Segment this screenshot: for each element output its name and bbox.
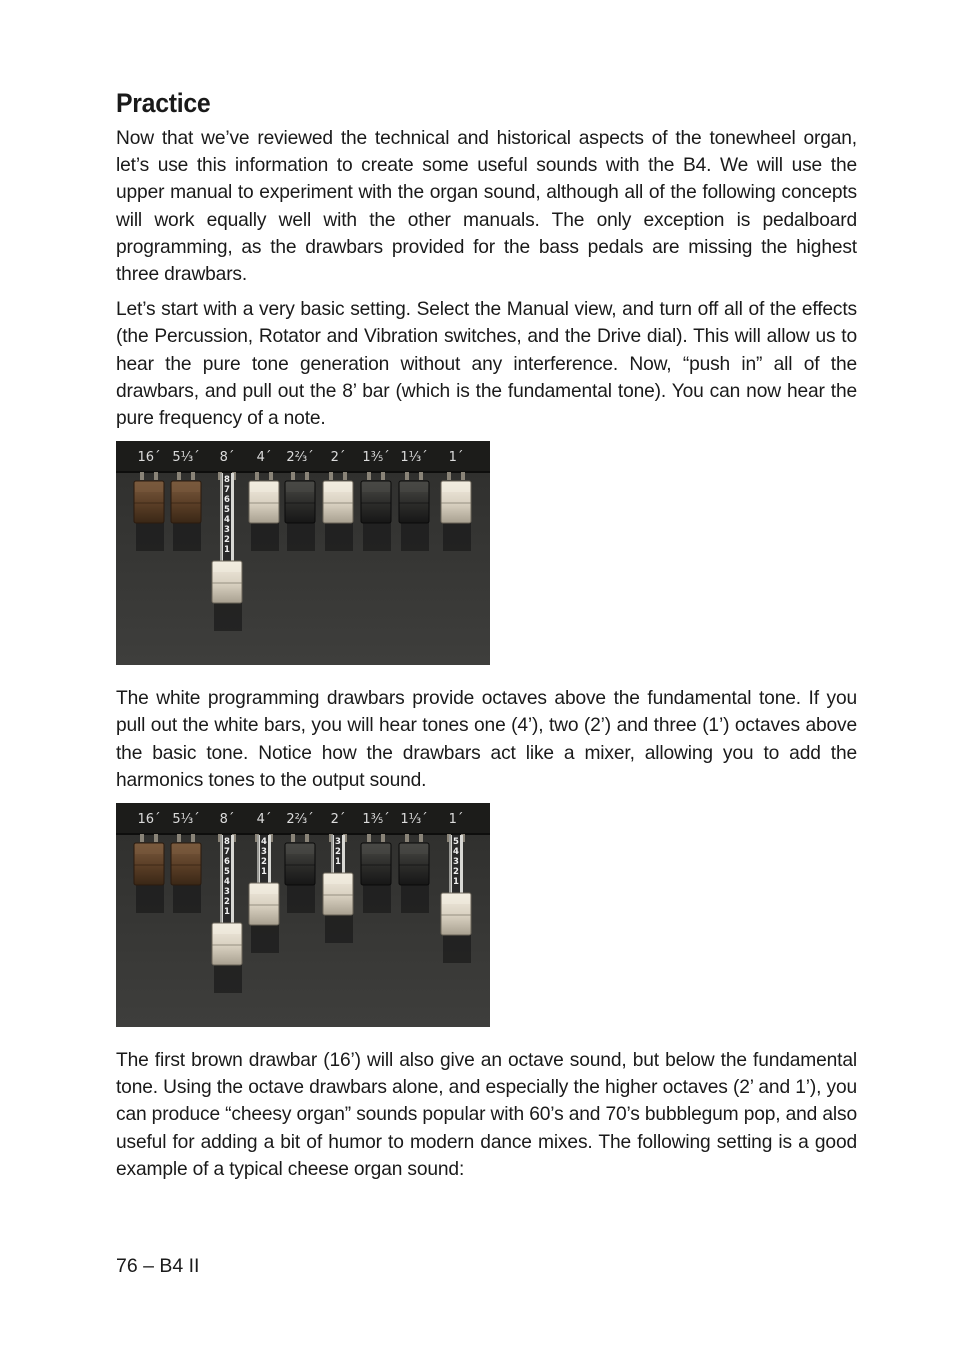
drawbar-shadow: [401, 521, 429, 551]
drawbar-shadow: [173, 521, 201, 551]
drawbar-shadow: [251, 521, 279, 551]
drawbar-peg: [269, 472, 273, 480]
drawbar-shadow: [136, 883, 164, 913]
drawbar-shadow: [214, 963, 242, 993]
drawbar-shaft-edge: [220, 835, 222, 925]
drawbar-scale-number: 1: [261, 867, 267, 878]
drawbar-scale-number: 3: [224, 887, 230, 898]
drawbar-6[interactable]: [323, 472, 353, 551]
drawbar-shaft-edge: [331, 835, 333, 875]
drawbar-shaft-edge: [257, 835, 259, 885]
drawbar-peg: [305, 834, 309, 842]
drawbar-shadow: [363, 521, 391, 551]
paragraph-intro: Now that we’ve reviewed the technical and historical aspects of the tonewheel organ, let’s use this information to create some useful sounds with the B4. We will use the upper manual to experiment with the organ sound, although all of the following concepts will work equally well with the other manuals. The only exception is pedalboard programming, as the drawbars provided for the bass pedals are missing the highest three drawbars.: [116, 128, 857, 286]
drawbar-peg: [461, 472, 465, 480]
drawbar-cap-highlight: [286, 844, 314, 854]
drawbar-scale-number: 2: [453, 867, 459, 878]
drawbar-figure-1: [116, 441, 490, 665]
drawbar-label-4: 4´: [256, 812, 272, 828]
drawbar-2[interactable]: [171, 472, 201, 551]
drawbar-shaft-edge: [220, 473, 222, 563]
drawbar-7[interactable]: [361, 472, 391, 551]
drawbar-cap-highlight: [250, 482, 278, 492]
drawbar-peg: [447, 472, 451, 480]
drawbar-shadow: [173, 883, 201, 913]
drawbar-shadow: [136, 521, 164, 551]
drawbar-cap-highlight: [362, 482, 390, 492]
drawbar-2[interactable]: [171, 834, 201, 913]
drawbar-peg: [191, 834, 195, 842]
drawbar-cap-highlight: [172, 844, 200, 854]
drawbar-label-1: 16´: [137, 450, 161, 466]
drawbar-scale-number: 2: [335, 847, 341, 858]
drawbar-label-5: 2⅔´: [286, 812, 314, 828]
drawbar-figure-2: [116, 803, 490, 1027]
drawbar-shadow: [325, 521, 353, 551]
drawbar-scale-number: 4: [224, 515, 230, 526]
drawbar-scale-number: 2: [261, 857, 267, 868]
drawbar-scale-number: 3: [261, 847, 267, 858]
drawbar-shadow: [443, 521, 471, 551]
drawbar-label-2: 5⅓´: [172, 450, 200, 466]
drawbar-panel-2: [116, 803, 490, 1027]
drawbar-peg: [367, 834, 371, 842]
drawbar-peg: [154, 834, 158, 842]
drawbar-peg: [140, 472, 144, 480]
drawbar-cap-highlight: [286, 482, 314, 492]
drawbar-4[interactable]: [249, 472, 279, 551]
drawbar-peg: [140, 834, 144, 842]
drawbar-peg: [367, 472, 371, 480]
drawbar-shaft-edge: [449, 835, 451, 895]
drawbar-cap-highlight: [400, 844, 428, 854]
drawbar-peg: [381, 834, 385, 842]
drawbar-cap-highlight: [400, 482, 428, 492]
drawbar-scale-number: 8: [224, 837, 230, 848]
drawbar-cap-highlight: [213, 924, 241, 934]
drawbar-scale-number: 7: [224, 485, 230, 496]
drawbar-scale-number: 5: [224, 505, 230, 516]
drawbar-scale-number: 1: [224, 545, 230, 556]
drawbar-label-1: 16´: [137, 812, 161, 828]
drawbar-peg: [405, 472, 409, 480]
drawbar-scale-number: 4: [261, 837, 267, 848]
page-footer: 76 – B4 II: [116, 1255, 200, 1277]
page-content: [116, 88, 857, 1191]
drawbar-scale-number: 8: [224, 475, 230, 486]
drawbar-9[interactable]: [441, 472, 471, 551]
drawbar-peg: [177, 834, 181, 842]
drawbar-label-9: 1´: [448, 450, 464, 466]
drawbar-label-3: 8´: [219, 450, 235, 466]
drawbar-peg: [305, 472, 309, 480]
drawbar-peg: [381, 472, 385, 480]
drawbar-5[interactable]: [285, 834, 315, 913]
drawbar-cap-highlight: [362, 844, 390, 854]
drawbar-label-4: 4´: [256, 450, 272, 466]
drawbar-8[interactable]: [399, 472, 429, 551]
drawbar-shadow: [363, 883, 391, 913]
drawbar-scale-number: 6: [224, 857, 230, 868]
drawbar-cap-highlight: [324, 482, 352, 492]
drawbar-peg: [419, 472, 423, 480]
drawbar-scale-number: 7: [224, 847, 230, 858]
drawbar-scale-number: 4: [453, 847, 459, 858]
drawbar-scale-number: 4: [224, 877, 230, 888]
drawbar-1[interactable]: [134, 472, 164, 551]
section-title: Practice: [116, 88, 211, 118]
drawbar-1[interactable]: [134, 834, 164, 913]
drawbar-peg: [419, 834, 423, 842]
drawbar-peg: [291, 472, 295, 480]
drawbar-scale-number: 6: [224, 495, 230, 506]
drawbar-8[interactable]: [399, 834, 429, 913]
drawbar-peg: [154, 472, 158, 480]
drawbar-peg: [191, 472, 195, 480]
drawbar-shadow: [443, 933, 471, 963]
drawbar-peg: [255, 472, 259, 480]
drawbar-scale-number: 2: [224, 897, 230, 908]
drawbar-shadow: [287, 521, 315, 551]
drawbar-scale-number: 3: [224, 525, 230, 536]
drawbar-cap-highlight: [135, 844, 163, 854]
drawbar-label-6: 2´: [330, 812, 346, 828]
drawbar-cap-highlight: [172, 482, 200, 492]
drawbar-scale-number: 2: [224, 535, 230, 546]
drawbar-cap-highlight: [250, 884, 278, 894]
drawbar-scale-number: 5: [453, 837, 459, 848]
drawbar-label-2: 5⅓´: [172, 812, 200, 828]
paragraph-white-drawbars: The white programming drawbars provide octaves above the fundamental tone. If you pull out the white bars, you will hear tones one (4’), two (2’) and three (1’) octaves above the basic tone. Notice how the drawbars act like a mixer, allowing you to add the harmonics tones to the output sound.: [116, 688, 857, 791]
drawbar-scale-number: 1: [453, 877, 459, 888]
drawbar-label-8: 1⅓´: [400, 450, 428, 466]
drawbar-scale-number: 1: [224, 907, 230, 918]
label-strip-edge: [116, 833, 490, 835]
drawbar-label-8: 1⅓´: [400, 812, 428, 828]
drawbar-7[interactable]: [361, 834, 391, 913]
drawbar-5[interactable]: [285, 472, 315, 551]
drawbar-cap-highlight: [442, 894, 470, 904]
drawbar-label-3: 8´: [219, 812, 235, 828]
drawbar-label-7: 1⅗´: [362, 450, 390, 466]
paragraph-brown-drawbar: The first brown drawbar (16’) will also give an octave sound, but below the fundamental tone. Using the octave drawbars alone, and especially the higher octaves (2’ and 1’), you can produce “cheesy organ” sounds popular with 60’s and 70’s bubblegum pop, and also useful for adding a bit of humor to modern dance mixes. The following setting is a good example of a typical cheese organ sound:: [116, 1050, 857, 1180]
drawbar-peg: [343, 472, 347, 480]
drawbar-shadow: [325, 913, 353, 943]
drawbar-label-9: 1´: [448, 812, 464, 828]
drawbar-label-5: 2⅔´: [286, 450, 314, 466]
drawbar-scale-number: 3: [453, 857, 459, 868]
drawbar-shadow: [251, 923, 279, 953]
drawbar-shadow: [287, 883, 315, 913]
paragraph-basic-setting: Let’s start with a very basic setting. Select the Manual view, and turn off all of the effects (the Percussion, Rotator and Vibration switches, and the Drive dial). This will allow us to hear the pure tone generation without any interference. Now, “push in” all of the drawbars, and pull out the 8’ bar (which is the fundamental tone). You can now hear the pure frequency of a note.: [116, 299, 857, 430]
drawbar-cap-highlight: [324, 874, 352, 884]
panel-background: [116, 803, 490, 1027]
drawbar-shadow: [214, 601, 242, 631]
drawbar-cap-highlight: [213, 562, 241, 572]
drawbar-scale-number: 3: [335, 837, 341, 848]
drawbar-peg: [329, 472, 333, 480]
drawbar-cap-highlight: [442, 482, 470, 492]
drawbar-peg: [291, 834, 295, 842]
drawbar-peg: [177, 472, 181, 480]
drawbar-scale-number: 5: [224, 867, 230, 878]
panel-background: [116, 441, 490, 665]
drawbar-label-6: 2´: [330, 450, 346, 466]
drawbar-cap-highlight: [135, 482, 163, 492]
drawbar-scale-number: 1: [335, 857, 341, 868]
drawbar-label-7: 1⅗´: [362, 812, 390, 828]
drawbar-peg: [405, 834, 409, 842]
drawbar-shadow: [401, 883, 429, 913]
drawbar-panel-1: [116, 441, 490, 665]
label-strip-edge: [116, 471, 490, 473]
